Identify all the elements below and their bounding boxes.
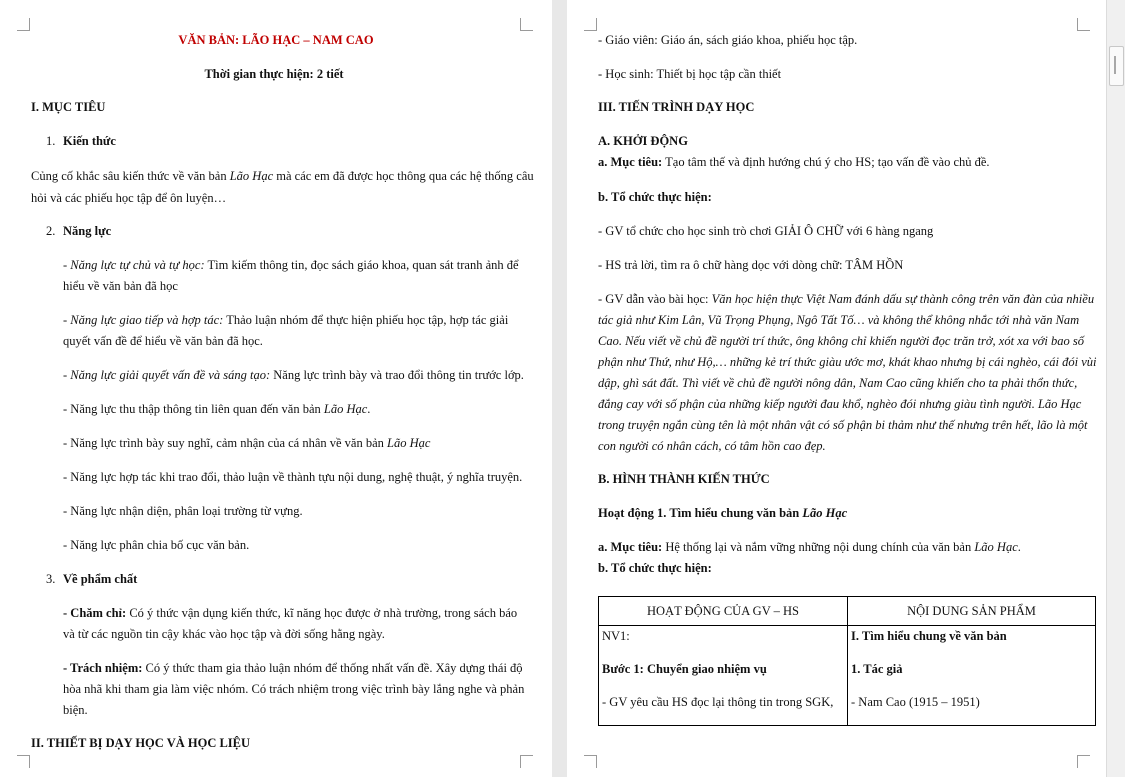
text-italic: Văn học hiện thực Việt Nam đánh dấu sự thành công trên văn đàn của nhiều bbox=[711, 292, 1095, 306]
lesson-intro-line-5[interactable]: dập, ghì sát đất. Thì viết về chủ đề người nông dân, Nam Cao cũng khiến cho ta phải thổn thức, bbox=[598, 376, 1078, 390]
warm-up-objective[interactable] bbox=[598, 154, 990, 170]
lesson-intro-line-8[interactable]: con người có nhân cách, có tâm hồn cao đẹp. bbox=[598, 439, 826, 453]
section-heading-equipment[interactable]: II. THIẾT BỊ DẠY HỌC VÀ HỌC LIỆU bbox=[31, 736, 251, 750]
text-italic: - Năng lực giao tiếp và hợp tác: bbox=[63, 313, 224, 327]
lesson-intro-line-1[interactable] bbox=[598, 291, 1094, 307]
competency-self-study-line-2[interactable]: hiểu về văn bản đã học bbox=[63, 279, 178, 293]
table-cell-activity[interactable] bbox=[599, 626, 848, 726]
crop-mark-bottom-left bbox=[584, 755, 597, 768]
text-bold: a. Mục tiêu: bbox=[598, 540, 663, 554]
lesson-intro-line-7[interactable]: trong truyện ngắn cùng tên là một nhân vật có số phận bi thảm như thế nhưng trên hết, lão là một bbox=[598, 418, 1088, 432]
text-bold: - Trách nhiệm: bbox=[63, 661, 143, 675]
text-italic: - Năng lực giải quyết vấn đề và sáng tạo: bbox=[63, 368, 271, 382]
quality-diligence-line-2[interactable]: và từ các nguồn tin cậy khác vào học tập và đời sống hằng ngày. bbox=[63, 627, 385, 641]
text-italic: Lão Hạc bbox=[323, 402, 368, 416]
quality-responsibility-line-2[interactable]: hòa nhã khi tham gia làm việc nhóm. Có trách nhiệm trong việc trình bày lắng nghe và phản bbox=[63, 682, 525, 696]
heading-warm-up[interactable]: A. KHỞI ĐỘNG bbox=[598, 134, 688, 148]
cell-line: Bước 1: Chuyển giao nhiệm vụ bbox=[602, 662, 767, 676]
competency-presentation[interactable] bbox=[63, 435, 430, 451]
competency-cooperation[interactable]: - Năng lực hợp tác khi trao đổi, thảo luận về thành tựu nội dung, nghệ thuật, ý nghĩa truyện. bbox=[63, 470, 523, 484]
heading-knowledge-formation[interactable]: B. HÌNH THÀNH KIẾN THỨC bbox=[598, 472, 770, 486]
text-italic: Lão Hạc bbox=[974, 540, 1018, 554]
competency-self-study[interactable] bbox=[63, 257, 519, 273]
lesson-intro-line-4[interactable]: phận như Thứ, như Hộ,… những kẻ trí thức giàu ước mơ, khát khao nhưng bị cái nghèo, cái đói vùi bbox=[598, 355, 1097, 369]
activity-1-heading[interactable] bbox=[598, 505, 847, 521]
warm-up-organization[interactable]: b. Tổ chức thực hiện: bbox=[598, 190, 712, 204]
competency-problem-solving[interactable] bbox=[63, 367, 524, 383]
time-info: Thời gian thực hiện: 2 tiết bbox=[204, 67, 344, 81]
text: Có ý thức vận dụng kiến thức, kĩ năng học được ở nhà trường, trong sách báo bbox=[126, 606, 518, 620]
table-header-activity[interactable]: HOẠT ĐỘNG CỦA GV – HS bbox=[599, 597, 848, 626]
table-header-row bbox=[599, 597, 1096, 626]
cell-line: 1. Tác giả bbox=[851, 662, 903, 676]
quality-diligence[interactable] bbox=[63, 605, 517, 621]
text: - Năng lực thu thập thông tin liên quan đến văn bản bbox=[63, 402, 324, 416]
competency-communication-line-2[interactable]: quyết vấn đề để hiểu về văn bản đã học. bbox=[63, 334, 263, 348]
text: - Năng lực trình bày suy nghĩ, cảm nhận của cá nhân về văn bản bbox=[63, 436, 388, 450]
lesson-intro-line-6[interactable]: đắng cay với số phận của những kiếp người đau khổ, nghèo đói nhưng giàu tình người. Lão Hạc bbox=[598, 397, 1082, 411]
text-italic: Lão Hạc bbox=[387, 436, 431, 450]
table-row bbox=[599, 626, 1096, 726]
text-italic: Lão Hạc bbox=[229, 169, 274, 183]
warm-up-step-2[interactable]: - HS trả lời, tìm ra ô chữ hàng dọc với dòng chữ: TÂM HỒN bbox=[598, 258, 904, 272]
competency-layout[interactable]: - Năng lực phân chia bố cục văn bản. bbox=[63, 538, 250, 552]
text-bold: - Chăm chỉ: bbox=[63, 606, 127, 620]
table-header-product[interactable]: NỘI DUNG SẢN PHẨM bbox=[848, 597, 1096, 626]
cell-line: I. Tìm hiểu chung về văn bản bbox=[851, 629, 1007, 643]
teacher-equipment[interactable]: - Giáo viên: Giáo án, sách giáo khoa, phiếu học tập. bbox=[598, 33, 858, 47]
scrollbar-thumb[interactable] bbox=[1109, 46, 1124, 86]
lesson-intro-line-2[interactable]: tác giả như Kim Lân, Vũ Trọng Phụng, Ngô Tất Tố… và không thể không nhắc tới nhà văn Nam bbox=[598, 313, 1080, 327]
cell-line: - Nam Cao (1915 – 1951) bbox=[851, 695, 980, 709]
text: Củng cố khắc sâu kiến thức về văn bản bbox=[31, 169, 230, 183]
text: . bbox=[1017, 540, 1021, 554]
crop-mark-top-right bbox=[520, 18, 533, 31]
quality-responsibility[interactable] bbox=[63, 660, 523, 676]
text-bold-italic: Lão Hạc bbox=[802, 506, 848, 520]
document-title: VĂN BẢN: LÃO HẠC – NAM CAO bbox=[178, 33, 374, 47]
quality-responsibility-line-3[interactable]: biện. bbox=[63, 703, 88, 717]
crop-mark-top-left bbox=[584, 18, 597, 31]
list-number: 3. bbox=[46, 572, 56, 586]
cell-line: NV1: bbox=[602, 629, 630, 643]
document-page-2 bbox=[567, 0, 1106, 777]
crop-mark-bottom-right bbox=[520, 755, 533, 768]
warm-up-step-1[interactable]: - GV tổ chức cho học sinh trò chơi GIẢI Ô CHỮ với 6 hàng ngang bbox=[598, 224, 934, 238]
activity-table[interactable] bbox=[598, 596, 1096, 726]
text: Tìm kiếm thông tin, đọc sách giáo khoa, quan sát tranh ảnh để bbox=[204, 258, 519, 272]
cell-line: - GV yêu cầu HS đọc lại thông tin trong SGK, bbox=[602, 695, 834, 709]
activity-1-objective[interactable] bbox=[598, 539, 1021, 555]
text: Tạo tâm thế và định hướng chú ý cho HS; tạo vấn đề vào chủ đề. bbox=[662, 155, 990, 169]
list-number: 2. bbox=[46, 224, 56, 238]
table-cell-product[interactable] bbox=[848, 626, 1096, 726]
crop-mark-bottom-right bbox=[1077, 755, 1090, 768]
text: Thảo luận nhóm để thực hiện phiếu học tập, hợp tác giải bbox=[223, 313, 509, 327]
subheading-qualities[interactable]: Về phẩm chất bbox=[63, 572, 138, 586]
paragraph-knowledge-line-1[interactable] bbox=[31, 168, 534, 184]
scrollbar-grip-icon bbox=[1114, 56, 1116, 74]
text-bold: a. Mục tiêu: bbox=[598, 155, 663, 169]
student-equipment[interactable]: - Học sinh: Thiết bị học tập cần thiết bbox=[598, 67, 782, 81]
text: Hệ thống lại và nắm vững những nội dung chính của văn bản bbox=[662, 540, 975, 554]
activity-1-organization[interactable]: b. Tổ chức thực hiện: bbox=[598, 561, 712, 575]
text-italic: - Năng lực tự chủ và tự học: bbox=[63, 258, 205, 272]
text: Có ý thức tham gia thảo luận nhóm để thống nhất vấn đề. Xây dựng thái độ bbox=[142, 661, 523, 675]
subheading-competency[interactable]: Năng lực bbox=[63, 224, 112, 238]
section-heading-objectives[interactable]: I. MỤC TIÊU bbox=[31, 100, 106, 114]
lesson-intro-line-3[interactable]: Cao. Nếu viết về chủ đề người trí thức, ông không chỉ khiến người đọc trăn trở, xót xa với bao số bbox=[598, 334, 1084, 348]
text-bold: Hoạt động 1. Tìm hiểu chung văn bản bbox=[598, 506, 803, 520]
vertical-scrollbar[interactable] bbox=[1106, 0, 1125, 777]
paragraph-knowledge-line-2[interactable]: hỏi và các phiếu học tập để ôn luyện… bbox=[31, 191, 227, 205]
competency-vocabulary[interactable]: - Năng lực nhận diện, phân loại trường từ vựng. bbox=[63, 504, 303, 518]
competency-information[interactable] bbox=[63, 401, 370, 417]
crop-mark-top-right bbox=[1077, 18, 1090, 31]
text: mà các em đã được học thông qua các hệ thống câu bbox=[273, 169, 534, 183]
subheading-knowledge[interactable]: Kiến thức bbox=[63, 134, 116, 148]
list-number: 1. bbox=[46, 134, 56, 148]
document-page-1 bbox=[0, 0, 552, 777]
crop-mark-bottom-left bbox=[17, 755, 30, 768]
competency-communication[interactable] bbox=[63, 312, 508, 328]
section-heading-process[interactable]: III. TIẾN TRÌNH DẠY HỌC bbox=[598, 100, 755, 114]
text: Năng lực trình bày và trao đổi thông tin trước lớp. bbox=[270, 368, 524, 382]
text: - GV dẫn vào bài học: bbox=[598, 292, 712, 306]
text: . bbox=[367, 402, 371, 416]
crop-mark-top-left bbox=[17, 18, 30, 31]
